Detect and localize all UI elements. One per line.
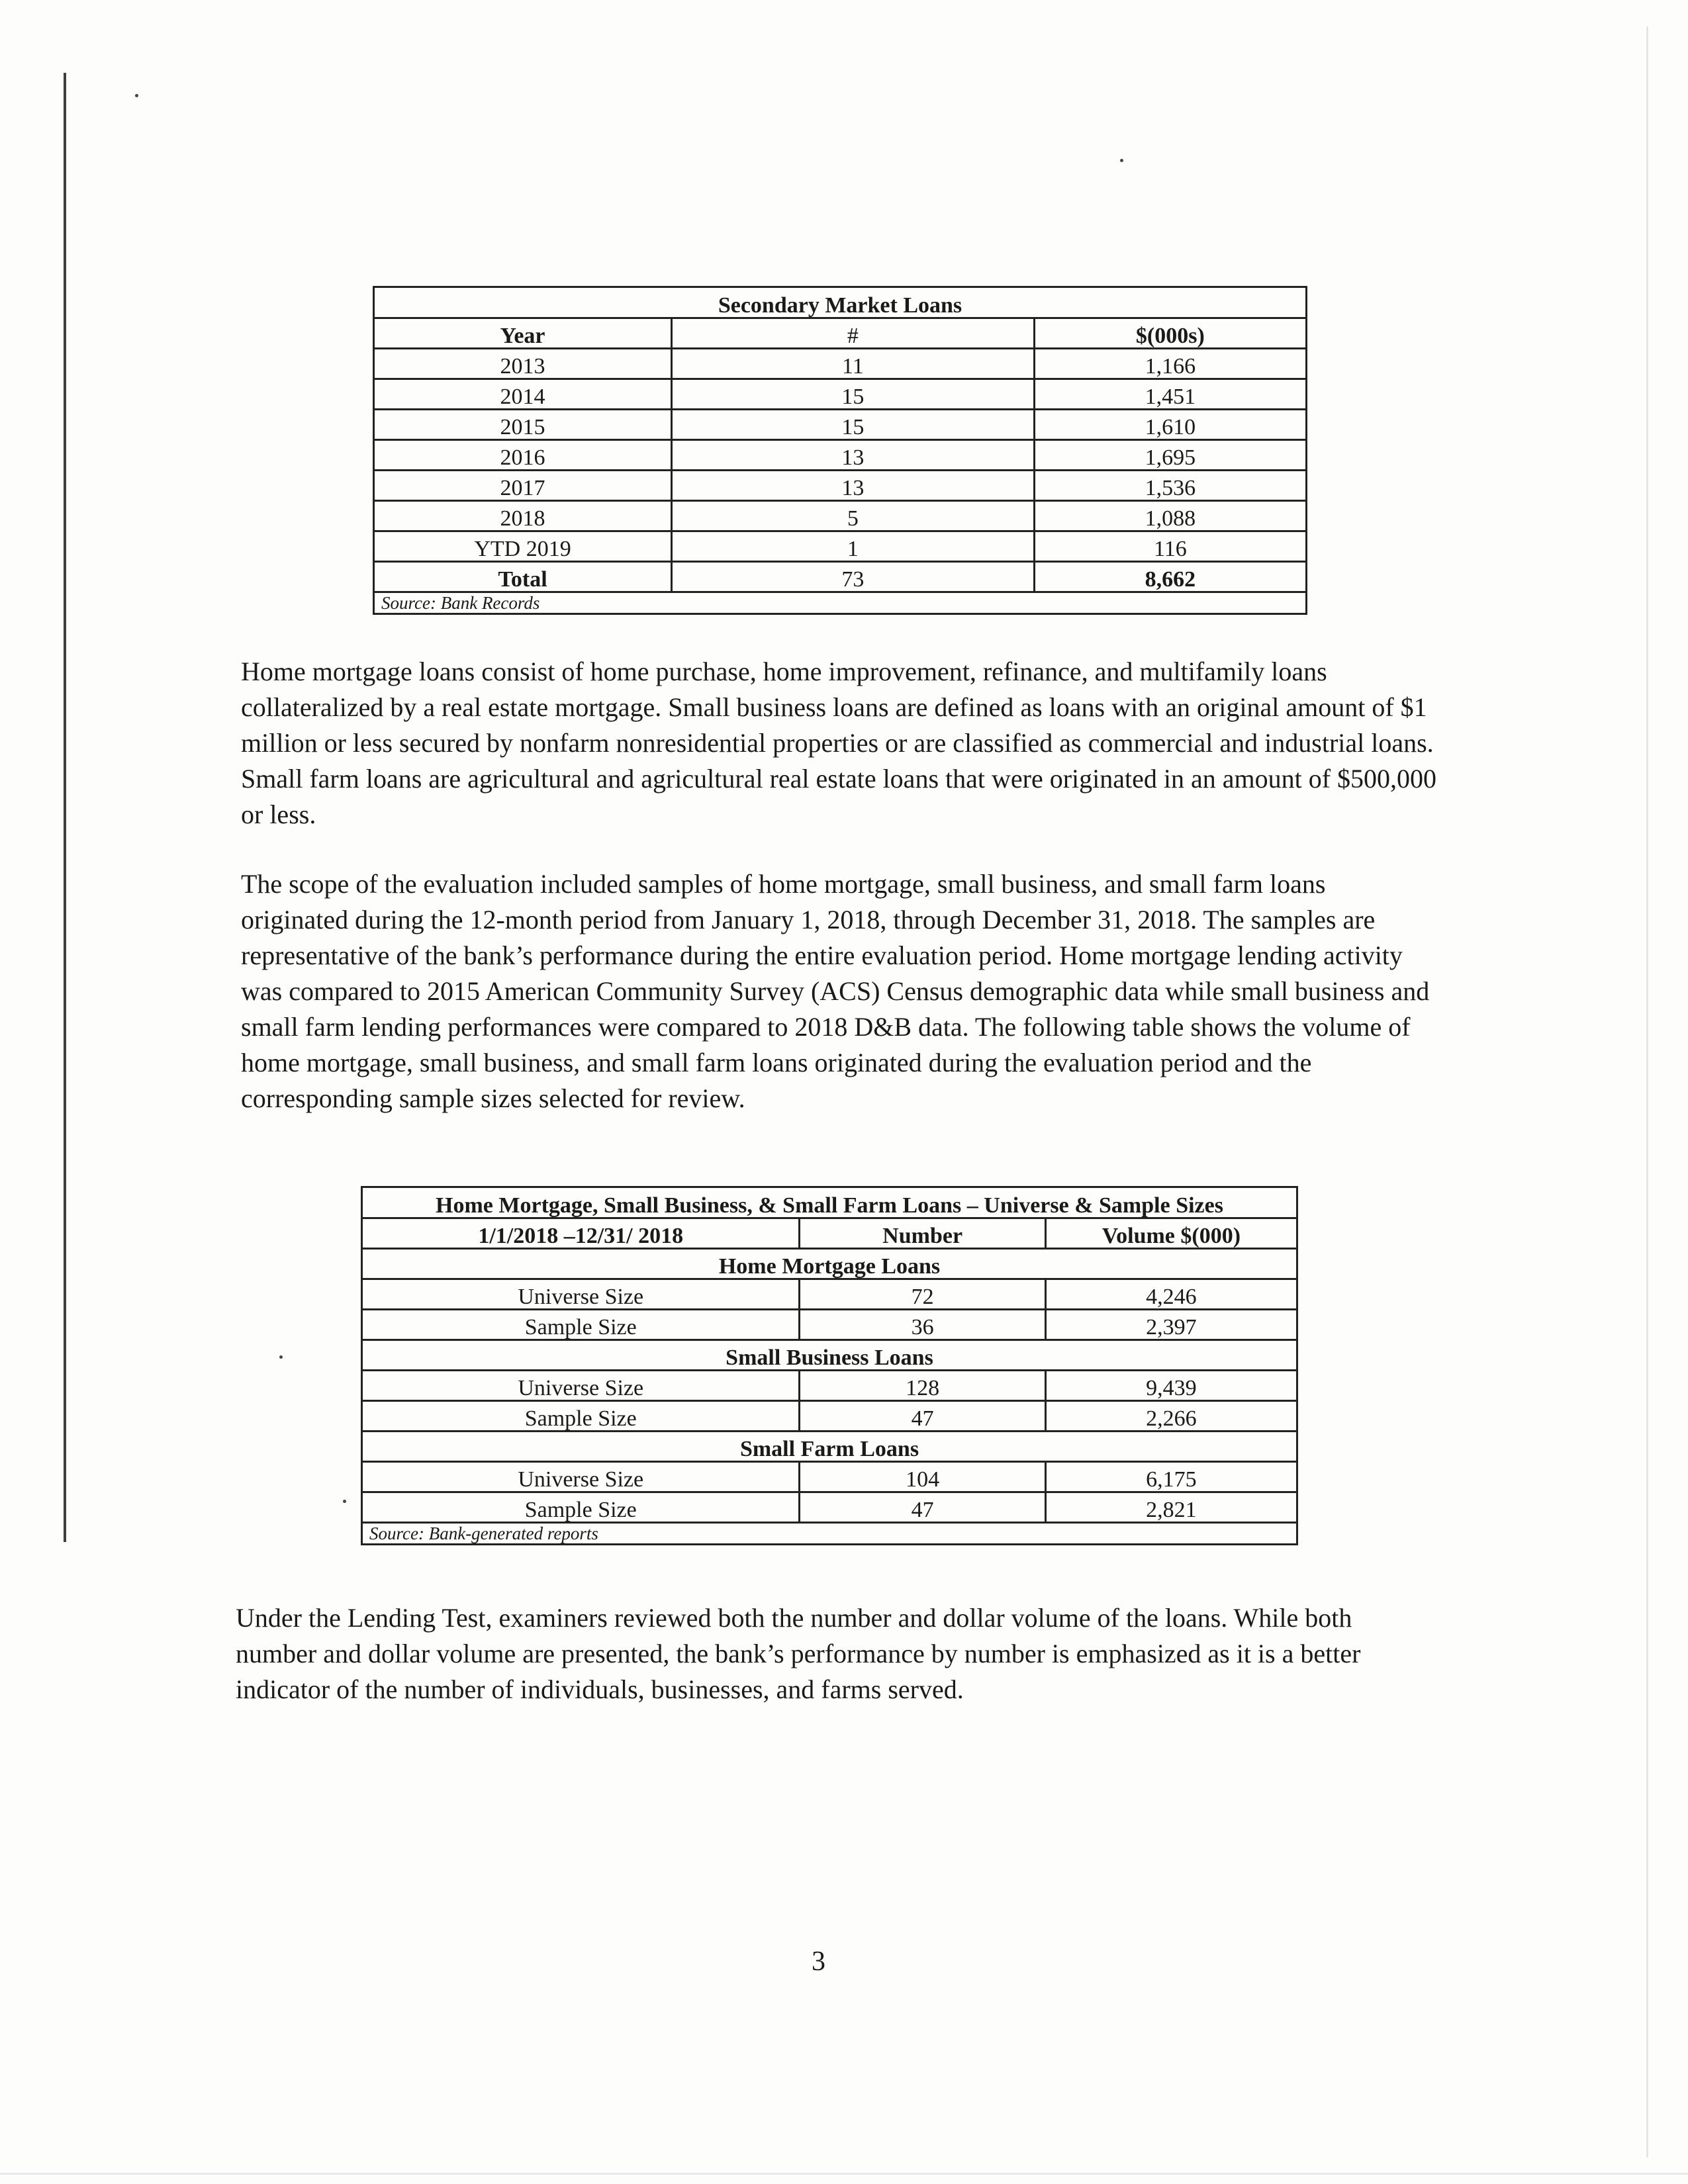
section-header-row xyxy=(362,1340,1297,1371)
column-header-count: # xyxy=(672,318,1035,349)
cell-volume: 6,175 xyxy=(1045,1462,1297,1492)
cell-year: 2016 xyxy=(374,440,672,471)
cell-amount: 1,166 xyxy=(1034,349,1306,379)
scan-speck xyxy=(1120,159,1123,162)
table-header-row xyxy=(374,318,1307,349)
paragraph-lending-test: Under the Lending Test, examiners reviewed both the number and dollar volume of the loans. While both number and dollar volume are presented, the bank’s performance by number is emphasized as it is a better indicator of the number of individuals, businesses, and farms served. xyxy=(236,1603,1361,1704)
section-title-home-mortgage: Home Mortgage Loans xyxy=(362,1249,1297,1279)
table-row xyxy=(362,1492,1297,1523)
universe-sample-sizes-table xyxy=(361,1186,1298,1545)
table-row xyxy=(374,440,1307,471)
section-header-row xyxy=(362,1249,1297,1279)
table-row xyxy=(362,1310,1297,1340)
scan-edge-left xyxy=(64,73,66,1542)
column-header-number: Number xyxy=(800,1218,1045,1249)
cell-number: 128 xyxy=(800,1371,1045,1401)
table-row xyxy=(374,410,1307,440)
cell-year: 2017 xyxy=(374,471,672,501)
page-number: 3 xyxy=(812,1946,825,1977)
section-header-row xyxy=(362,1432,1297,1462)
table-row xyxy=(374,379,1307,410)
cell-number: 104 xyxy=(800,1462,1045,1492)
cell-year: 2014 xyxy=(374,379,672,410)
column-header-volume: Volume $(000) xyxy=(1045,1218,1297,1249)
cell-count: 13 xyxy=(672,440,1035,471)
cell-total-label: Total xyxy=(374,562,672,592)
table-row xyxy=(374,531,1307,562)
cell-count: 13 xyxy=(672,471,1035,501)
scan-speck xyxy=(343,1500,346,1503)
column-header-amount: $(000s) xyxy=(1034,318,1306,349)
cell-number: 36 xyxy=(800,1310,1045,1340)
cell-count: 1 xyxy=(672,531,1035,562)
table-source-note: Source: Bank Records xyxy=(374,592,1307,614)
cell-volume: 9,439 xyxy=(1045,1371,1297,1401)
cell-amount: 1,610 xyxy=(1034,410,1306,440)
cell-label: Universe Size xyxy=(362,1462,800,1492)
paragraph-loan-definitions: Home mortgage loans consist of home purchase, home improvement, refinance, and multifamily loans collateralized by a real estate mortgage. Small business loans are defined as loans with an original amount of $1 million or less secured by nonfarm nonresidential properties or are classified as commercial and industrial loans. Small farm loans are agricultural and agricultural real estate loans that were originated in an amount of $500,000 or less. xyxy=(241,657,1437,829)
scan-speck xyxy=(135,94,138,97)
table-header-row xyxy=(362,1218,1297,1249)
cell-label: Universe Size xyxy=(362,1371,800,1401)
scan-edge-bottom xyxy=(0,2173,1688,2175)
paragraph-evaluation-scope: The scope of the evaluation included samples of home mortgage, small business, and small farm loans originated during the 12-month period from January 1, 2018, through December 31, 2018. The samples are representative of the bank’s performance during the entire evaluation period. Home mortgage lending activity was compared to 2015 American Community Survey (ACS) Census demographic data while small business and small farm lending performances were compared to 2018 D&B data. The following table shows the volume of home mortgage, small business, and small farm loans originated during the evaluation period and the corresponding sample sizes selected for review. xyxy=(241,869,1430,1113)
table-source-row xyxy=(362,1523,1297,1545)
cell-total-count: 73 xyxy=(672,562,1035,592)
cell-label: Sample Size xyxy=(362,1401,800,1432)
cell-year: 2018 xyxy=(374,501,672,531)
cell-amount: 1,536 xyxy=(1034,471,1306,501)
section-title-small-farm: Small Farm Loans xyxy=(362,1432,1297,1462)
cell-volume: 2,266 xyxy=(1045,1401,1297,1432)
table-total-row xyxy=(374,562,1307,592)
table-title: Home Mortgage, Small Business, & Small Farm Loans – Universe & Sample Sizes xyxy=(362,1187,1297,1218)
cell-amount: 1,088 xyxy=(1034,501,1306,531)
cell-label: Universe Size xyxy=(362,1279,800,1310)
column-header-period: 1/1/2018 –12/31/ 2018 xyxy=(362,1218,800,1249)
cell-volume: 4,246 xyxy=(1045,1279,1297,1310)
table-row xyxy=(374,471,1307,501)
secondary-market-loans-table xyxy=(373,286,1307,615)
cell-amount: 116 xyxy=(1034,531,1306,562)
cell-label: Sample Size xyxy=(362,1492,800,1523)
cell-count: 11 xyxy=(672,349,1035,379)
table-source-note: Source: Bank-generated reports xyxy=(362,1523,1297,1545)
cell-number: 47 xyxy=(800,1492,1045,1523)
cell-year: 2015 xyxy=(374,410,672,440)
section-title-small-business: Small Business Loans xyxy=(362,1340,1297,1371)
cell-number: 72 xyxy=(800,1279,1045,1310)
cell-total-amount: 8,662 xyxy=(1034,562,1306,592)
column-header-year: Year xyxy=(374,318,672,349)
table-source-row xyxy=(374,592,1307,614)
cell-count: 15 xyxy=(672,379,1035,410)
table-row xyxy=(362,1279,1297,1310)
cell-year: 2013 xyxy=(374,349,672,379)
cell-amount: 1,695 xyxy=(1034,440,1306,471)
cell-count: 15 xyxy=(672,410,1035,440)
cell-count: 5 xyxy=(672,501,1035,531)
cell-number: 47 xyxy=(800,1401,1045,1432)
table-row xyxy=(362,1401,1297,1432)
table-row xyxy=(374,501,1307,531)
table-row xyxy=(374,349,1307,379)
cell-amount: 1,451 xyxy=(1034,379,1306,410)
table-row xyxy=(362,1371,1297,1401)
table-title: Secondary Market Loans xyxy=(374,287,1307,318)
scan-speck xyxy=(279,1355,283,1359)
table-title-row xyxy=(374,287,1307,318)
table-title-row xyxy=(362,1187,1297,1218)
table-row xyxy=(362,1462,1297,1492)
cell-year: YTD 2019 xyxy=(374,531,672,562)
cell-volume: 2,821 xyxy=(1045,1492,1297,1523)
cell-label: Sample Size xyxy=(362,1310,800,1340)
cell-volume: 2,397 xyxy=(1045,1310,1297,1340)
scan-edge-right xyxy=(1646,26,1648,2158)
